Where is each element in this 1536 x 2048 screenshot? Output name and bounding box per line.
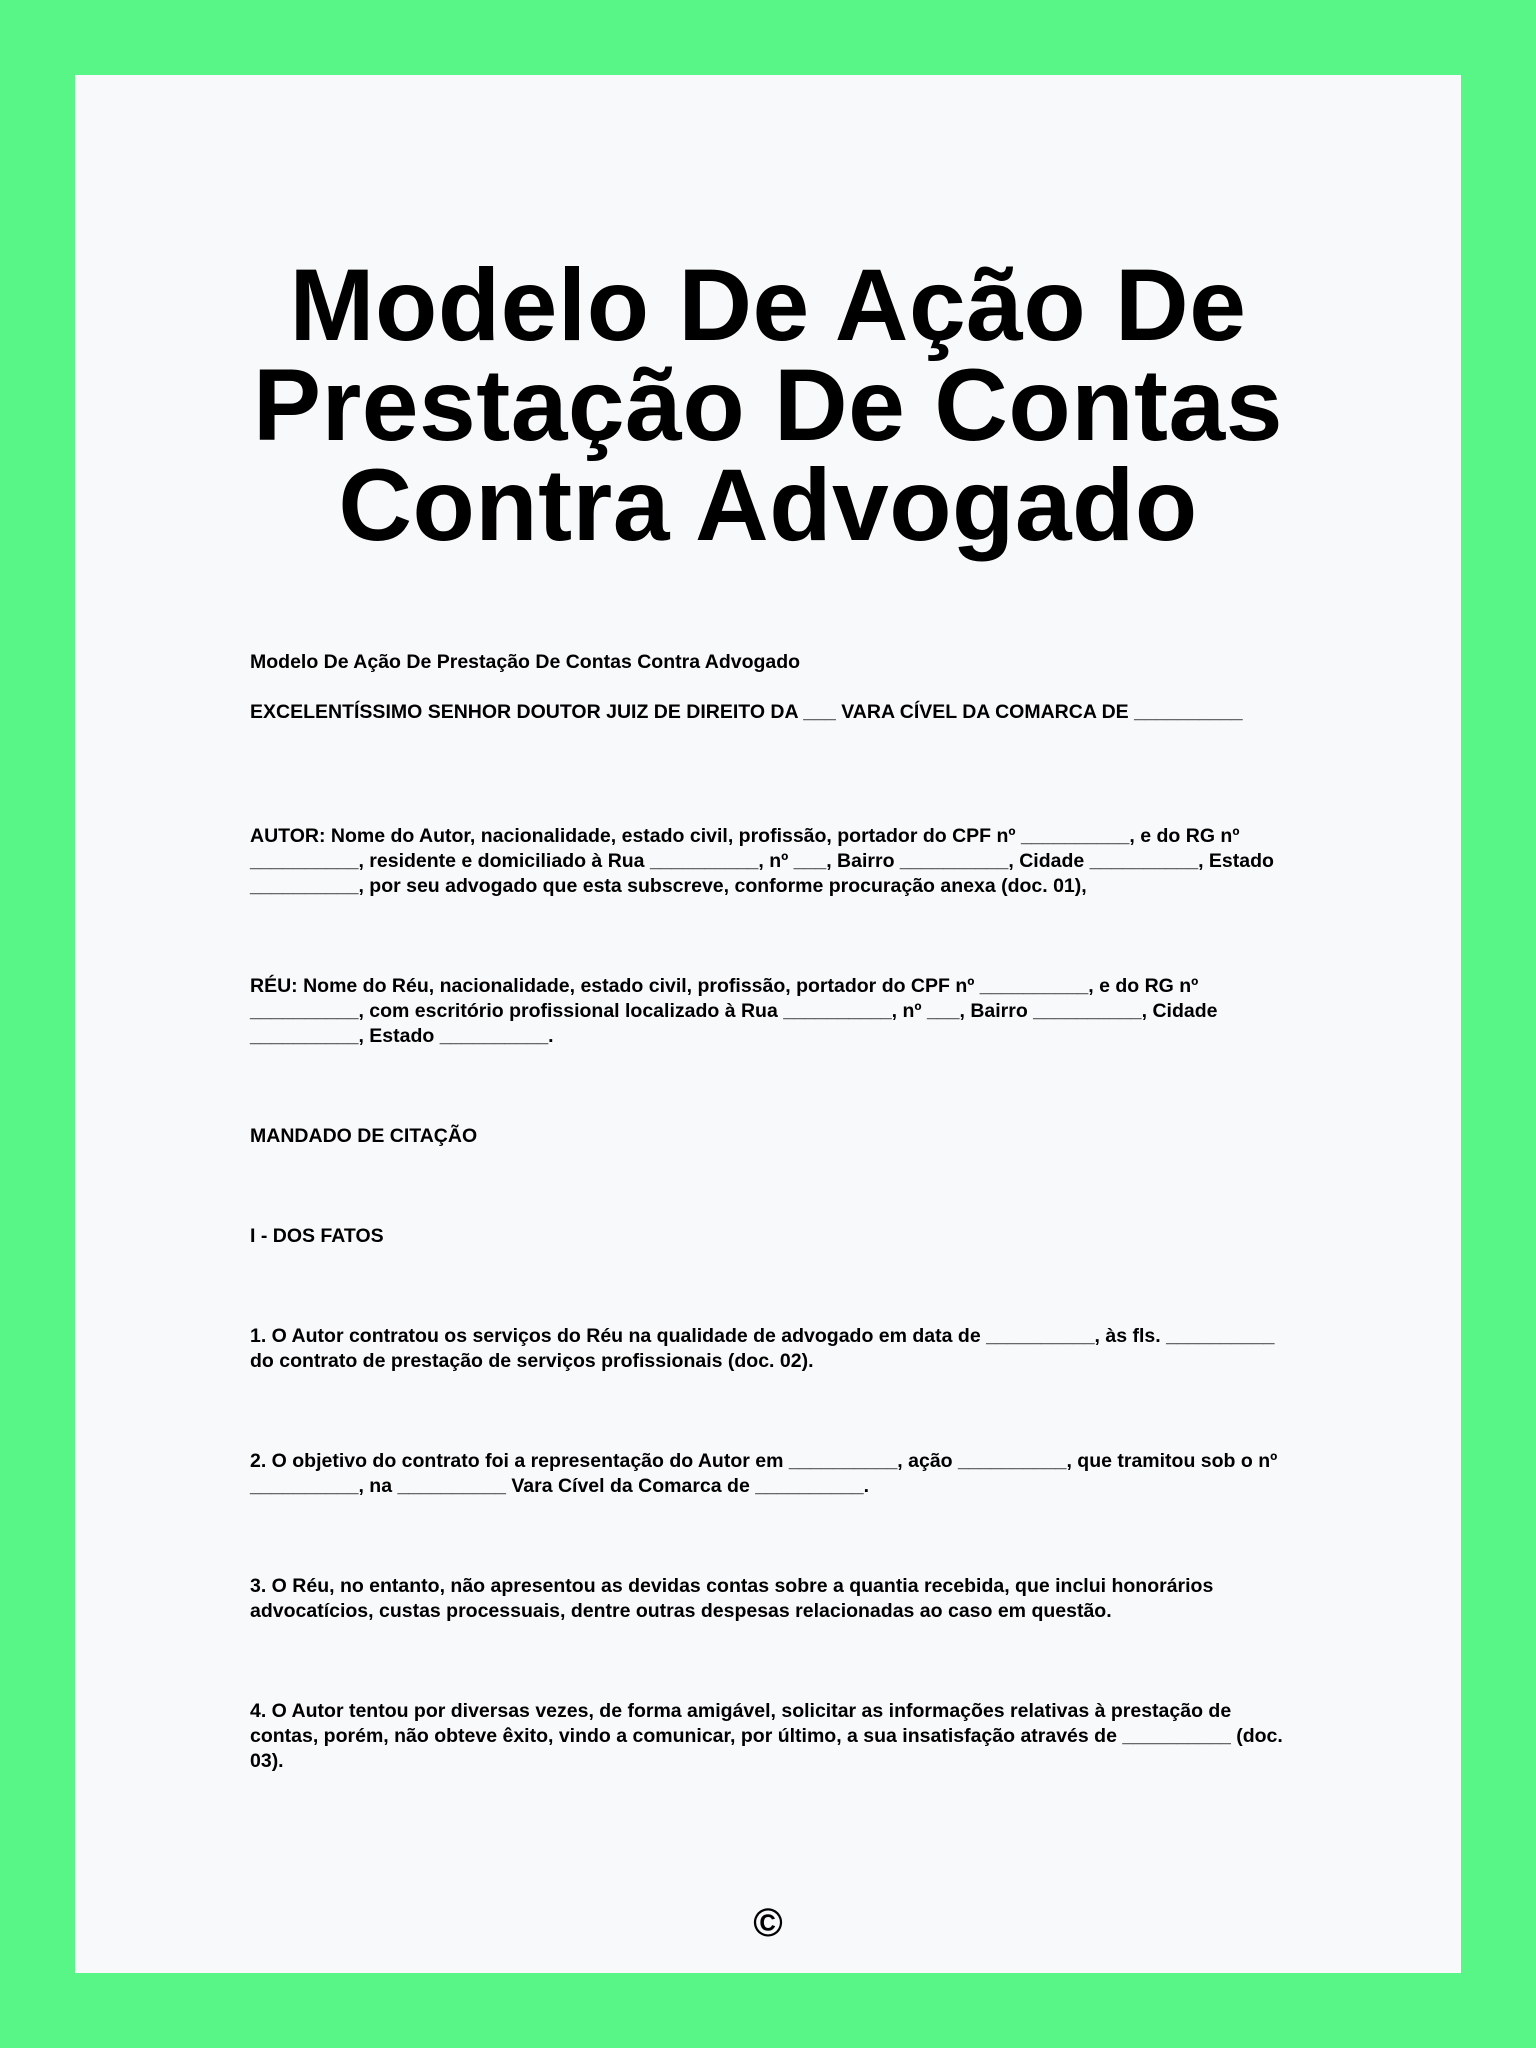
reu-paragraph: RÉU: Nome do Réu, nacionalidade, estado civil, profissão, portador do CPF nº __________, e do RG nº __________, com escritório profissional localizado à Rua __________, nº ___, Bairro __________, Cidade __________, Estado __________.	[250, 975, 1218, 1047]
section-heading-fatos: I - DOS FATOS	[250, 1225, 384, 1247]
copyright-icon: ©	[753, 1901, 783, 1945]
fact-item-3: 3. O Réu, no entanto, não apresentou as devidas contas sobre a quantia recebida, que inclui honorários advocatícios, custas processuais, dentre outras despesas relacionadas ao caso em questão.	[250, 1575, 1214, 1622]
autor-paragraph: AUTOR: Nome do Autor, nacionalidade, estado civil, profissão, portador do CPF nº __________, e do RG nº __________, residente e domiciliado à Rua __________, nº ___, Bairro __________, Cidade __________, Estado __________, por seu advogado que esta subscreve, conforme procuração anexa (doc. 01),	[250, 825, 1274, 897]
fact-item-1: 1. O Autor contratou os serviços do Réu na qualidade de advogado em data de __________, às fls. __________ do contrato de prestação de serviços profissionais (doc. 02).	[250, 1325, 1275, 1372]
addressee-line: EXCELENTÍSSIMO SENHOR DOUTOR JUIZ DE DIREITO DA ___ VARA CÍVEL DA COMARCA DE __________	[250, 701, 1243, 723]
page-title: Modelo De Ação De Prestação De Contas Contra Advogado	[253, 248, 1283, 562]
document-page	[75, 75, 1461, 1973]
fact-item-2: 2. O objetivo do contrato foi a representação do Autor em __________, ação __________, que tramitou sob o nº __________, na __________ Vara Cível da Comarca de __________.	[250, 1450, 1278, 1497]
fact-item-4: 4. O Autor tentou por diversas vezes, de forma amigável, solicitar as informações relativas à prestação de contas, porém, não obteve êxito, vindo a comunicar, por último, a sua insatisfação através de __________ (doc. 03).	[250, 1700, 1283, 1772]
mandado-heading: MANDADO DE CITAÇÃO	[250, 1125, 478, 1147]
document-heading: Modelo De Ação De Prestação De Contas Contra Advogado	[250, 651, 801, 673]
